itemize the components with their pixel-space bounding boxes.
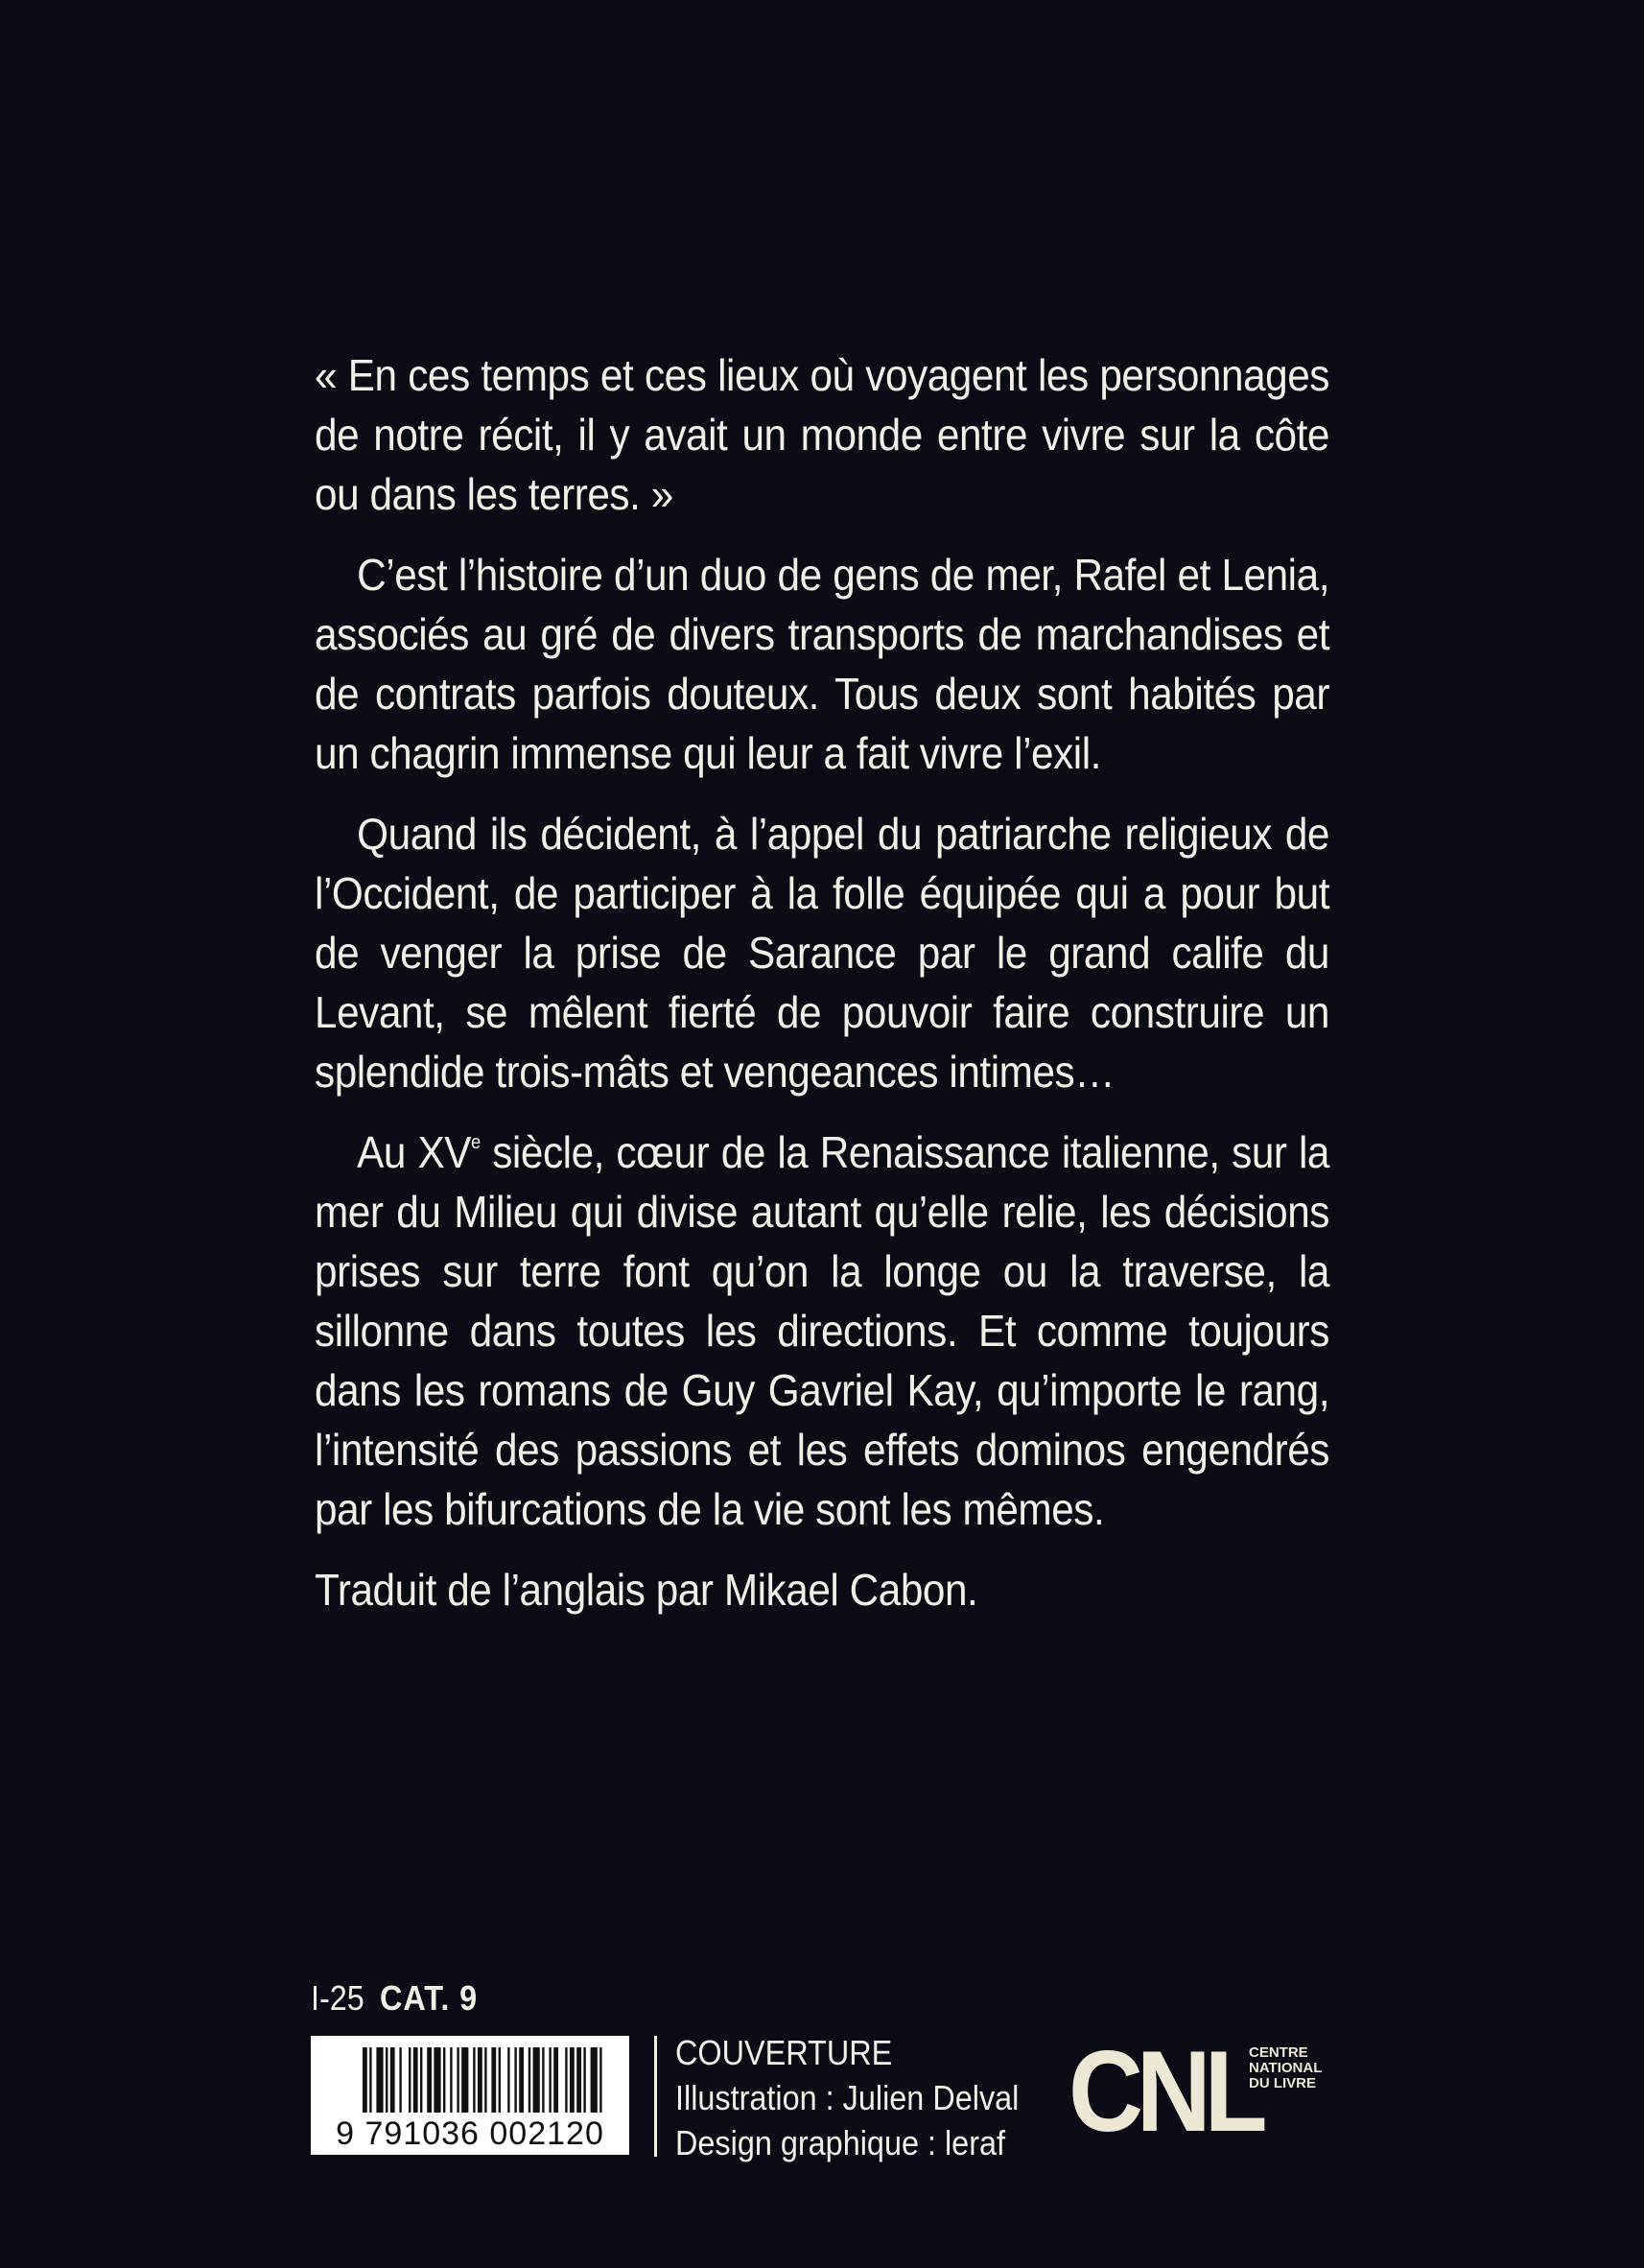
barcode-bar bbox=[484, 2047, 486, 2113]
barcode-bar bbox=[491, 2047, 496, 2113]
barcode-bar bbox=[549, 2047, 551, 2113]
century-superscript: e bbox=[470, 1132, 481, 1153]
barcode-bar bbox=[413, 2047, 418, 2113]
cnl-tagline-line: CENTRE bbox=[1249, 2044, 1308, 2061]
barcode-bar bbox=[478, 2047, 482, 2113]
isbn-digits: 9 791036 002120 bbox=[336, 2115, 604, 2152]
blurb-paragraph-duo: C’est l’histoire d’un duo de gens de mer, Rafel et Lenia, associés au gré de divers transports de marchandises et de contrats parfois douteux. Tous deux sont habités par un chagrin immense qui leur a fait vivre l’exil. bbox=[315, 550, 1329, 778]
barcode-bar bbox=[443, 2047, 445, 2113]
cnl-logo-letters: CNL bbox=[1069, 2027, 1261, 2156]
barcode-bar bbox=[565, 2047, 567, 2113]
barcode-bar bbox=[386, 2047, 388, 2113]
barcode-bar bbox=[450, 2047, 452, 2113]
century-prefix: Au XV bbox=[357, 1127, 471, 1177]
barcode-bar bbox=[499, 2047, 501, 2113]
barcode-bar bbox=[363, 2047, 367, 2113]
barcode-bar bbox=[369, 2047, 371, 2113]
barcode-bar bbox=[519, 2047, 524, 2113]
barcode-bar bbox=[457, 2047, 458, 2113]
barcode-bar bbox=[591, 2047, 598, 2113]
barcode-bar bbox=[434, 2047, 440, 2113]
catalog-category: CAT. 9 bbox=[380, 1978, 479, 2018]
barcode-bar bbox=[376, 2047, 383, 2113]
credits-heading: COUVERTURE bbox=[675, 2033, 893, 2072]
barcode-bar bbox=[409, 2047, 411, 2113]
barcode-bar bbox=[461, 2047, 468, 2113]
barcode-bar bbox=[583, 2047, 585, 2113]
back-cover-blurb bbox=[315, 345, 1329, 1641]
blurb-paragraph-expedition: Quand ils décident, à l’appel du patriarche religieux de l’Occident, de participer à la folle équipée qui a pour but de venger la prise de Sarance par le grand calife du Levant, se mêlent fierté de pouvoir faire construire un splendide trois-mâts et vengeances intimes… bbox=[315, 809, 1329, 1097]
cover-credits bbox=[675, 2030, 1019, 2165]
isbn-barcode bbox=[311, 2036, 629, 2155]
barcode-bar bbox=[542, 2047, 544, 2113]
barcode-bar bbox=[399, 2047, 401, 2113]
barcode-bars-icon bbox=[311, 2036, 629, 2116]
translator-credit: Traduit de l’anglais par Mikael Cabon. bbox=[315, 1565, 978, 1615]
barcode-bar bbox=[576, 2047, 581, 2113]
barcode-bar bbox=[528, 2047, 530, 2113]
credits-divider bbox=[654, 2036, 657, 2157]
barcode-bar bbox=[507, 2047, 509, 2113]
cnl-logo-tagline bbox=[1249, 2045, 1322, 2091]
catalog-code: I-25 bbox=[311, 1978, 364, 2018]
credits-design: Design graphique : leraf bbox=[675, 2123, 1006, 2162]
cnl-tagline-line: NATIONAL bbox=[1249, 2060, 1323, 2076]
blurb-paragraph-renaissance bbox=[315, 1122, 1329, 1539]
barcode-bar bbox=[427, 2047, 432, 2113]
blurb-paragraph-quote: « En ces temps et ces lieux où voyagent les personnages de notre récit, il y avait un monde entre vivre sur la côte ou dans les terres. » bbox=[315, 350, 1329, 519]
barcode-bar bbox=[514, 2047, 516, 2113]
catalog-line bbox=[311, 1978, 478, 2019]
century-rest: siècle, cœur de la Renaissance italienne, sur la mer du Milieu qui divise autant qu’elle relie, les décisions prises sur terre font qu’on la longe ou la traverse, la sillonne dans toutes les directions. Et comme toujours dans les romans de Guy Gavriel Kay, qu’importe le rang, l’intensité des passions et les effets dominos engendrés par les bifurcations de la vie sont les mêmes. bbox=[315, 1127, 1329, 1534]
back-cover-footer bbox=[311, 1978, 1333, 2170]
barcode-bar bbox=[420, 2047, 422, 2113]
barcode-bar bbox=[390, 2047, 395, 2113]
barcode-bar bbox=[553, 2047, 558, 2113]
barcode-bar bbox=[533, 2047, 540, 2113]
barcode-bar bbox=[473, 2047, 475, 2113]
barcode-bar bbox=[570, 2047, 575, 2113]
barcode-bar bbox=[599, 2047, 601, 2113]
cnl-logo bbox=[1069, 2027, 1337, 2168]
credits-illustration: Illustration : Julien Delval bbox=[675, 2078, 1020, 2117]
cnl-tagline-line: DU LIVRE bbox=[1249, 2075, 1317, 2091]
